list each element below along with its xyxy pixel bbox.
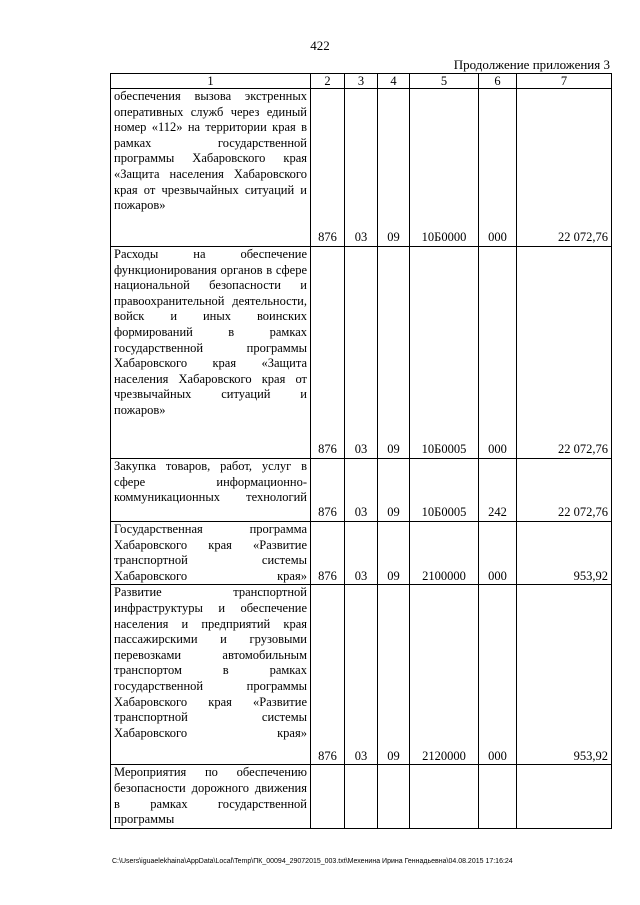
header-cell: 2 <box>311 74 345 89</box>
row-ministry-code: 876 <box>311 585 345 765</box>
row-section-code: 03 <box>345 247 378 459</box>
row-description: Государственная программа Хабаровского края «Развитие транспортной системы Хабаровского края» <box>111 522 311 585</box>
table-row <box>111 89 612 247</box>
table-row <box>111 765 612 828</box>
row-subsection-code: 09 <box>378 585 410 765</box>
row-section-code: 03 <box>345 459 378 522</box>
row-expense-type: 242 <box>479 459 517 522</box>
table-row <box>111 585 612 765</box>
header-cell: 6 <box>479 74 517 89</box>
table-row <box>111 522 612 585</box>
row-subsection-code <box>378 765 410 828</box>
row-subsection-code: 09 <box>378 459 410 522</box>
row-description: Развитие транспортной инфраструктуры и обеспечение населения и предприятий края пассажирскими и грузовыми перевозками автомобильным транспортом в рамках государственной программы Хабаровского края «Развитие транспортной системы Хабаровского края» <box>111 585 311 765</box>
row-target-article <box>410 765 479 828</box>
row-amount: 953,92 <box>517 585 612 765</box>
header-cell: 1 <box>111 74 311 89</box>
row-expense-type: 000 <box>479 585 517 765</box>
row-target-article: 2100000 <box>410 522 479 585</box>
budget-table <box>110 73 612 829</box>
row-section-code: 03 <box>345 522 378 585</box>
table-header-row <box>111 74 612 89</box>
page-number: 422 <box>310 38 330 53</box>
row-description: обеспечения вызова экстренных оперативных служб через единый номер «112» на территории края в рамках государственной программы Хабаровского края «Защита населения Хабаровского края от чрезвычайных ситуаций и пожаров» <box>111 89 311 247</box>
row-amount: 22 072,76 <box>517 459 612 522</box>
row-expense-type: 000 <box>479 89 517 247</box>
row-amount: 22 072,76 <box>517 89 612 247</box>
row-section-code: 03 <box>345 89 378 247</box>
row-ministry-code: 876 <box>311 459 345 522</box>
row-amount <box>517 765 612 828</box>
header-cell: 3 <box>345 74 378 89</box>
row-section-code: 03 <box>345 585 378 765</box>
row-description: Мероприятия по обеспечению безопасности дорожного движения в рамках государственной программы <box>111 765 311 828</box>
row-ministry-code: 876 <box>311 522 345 585</box>
continuation-label: Продолжение приложения 3 <box>453 57 610 72</box>
row-amount: 953,92 <box>517 522 612 585</box>
row-subsection-code: 09 <box>378 89 410 247</box>
row-section-code <box>345 765 378 828</box>
table-row <box>111 247 612 459</box>
row-ministry-code: 876 <box>311 89 345 247</box>
row-target-article: 2120000 <box>410 585 479 765</box>
row-target-article: 10Б0000 <box>410 89 479 247</box>
table-row <box>111 459 612 522</box>
row-subsection-code: 09 <box>378 247 410 459</box>
row-target-article: 10Б0005 <box>410 247 479 459</box>
row-description: Закупка товаров, работ, услуг в сфере информационно-коммуникационных технологий <box>111 459 311 522</box>
header-cell: 4 <box>378 74 410 89</box>
row-expense-type: 000 <box>479 522 517 585</box>
row-ministry-code: 876 <box>311 247 345 459</box>
file-path-footer: C:\Users\iguaelekhaina\AppData\Local\Temp\ПК_00094_29072015_003.txt\Мехенина Ирина Геннадьевна\04.08.2015 17:16:24 <box>112 858 513 865</box>
row-target-article: 10Б0005 <box>410 459 479 522</box>
row-subsection-code: 09 <box>378 522 410 585</box>
row-amount: 22 072,76 <box>517 247 612 459</box>
header-cell: 5 <box>410 74 479 89</box>
header-cell: 7 <box>517 74 612 89</box>
row-expense-type <box>479 765 517 828</box>
row-expense-type: 000 <box>479 247 517 459</box>
row-description: Расходы на обеспечение функционирования органов в сфере национальной безопасности и правоохранительной деятельности, войск и иных воинских формирований в рамках государственной программы Хабаровского края «Защита населения Хабаровского края от чрезвычайных ситуаций и пожаров» <box>111 247 311 459</box>
row-ministry-code <box>311 765 345 828</box>
